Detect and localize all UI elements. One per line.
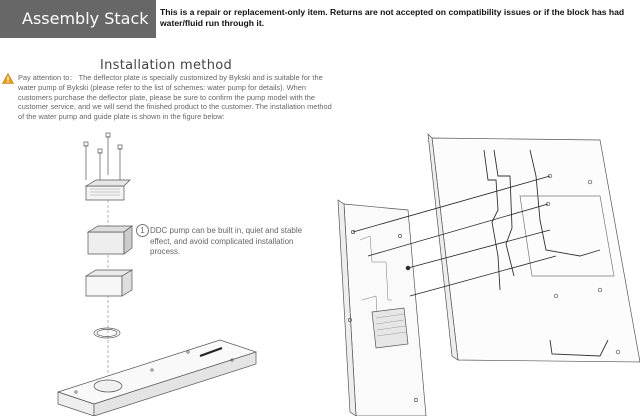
pump-top-cover <box>86 180 130 200</box>
ddc-pump-body <box>88 226 132 254</box>
pump-housing <box>86 270 132 296</box>
page-title: Assembly Stack <box>22 9 149 28</box>
distribution-plate <box>58 340 256 416</box>
step-number-badge: 1 <box>136 224 149 237</box>
section-title: Installation method <box>100 58 233 73</box>
return-notice: This is a repair or replacement-only item. Returns are not accepted on compatibility issues or if the block has had water/fluid run through it. <box>160 7 625 28</box>
step-description: DDC pump can be built in, quiet and stable effect, and avoid complicated installation process. <box>150 226 303 256</box>
attention-paragraph: Pay attention to： The deflector plate is specially customized by Bykski and is suitable for the water pump of Bykski (please refer to the list of schemes: water pump for details). When customers purchase the deflector plate, please be sure to confirm the pump model with the customer service, and we will send the finished product to the customer. The installation method of the water pump and guide plate is shown in the figure below: <box>18 73 332 122</box>
background-watermark: ​ <box>348 42 372 108</box>
screw-set <box>84 133 122 184</box>
reservoir-plate-exploded-view <box>338 134 640 416</box>
